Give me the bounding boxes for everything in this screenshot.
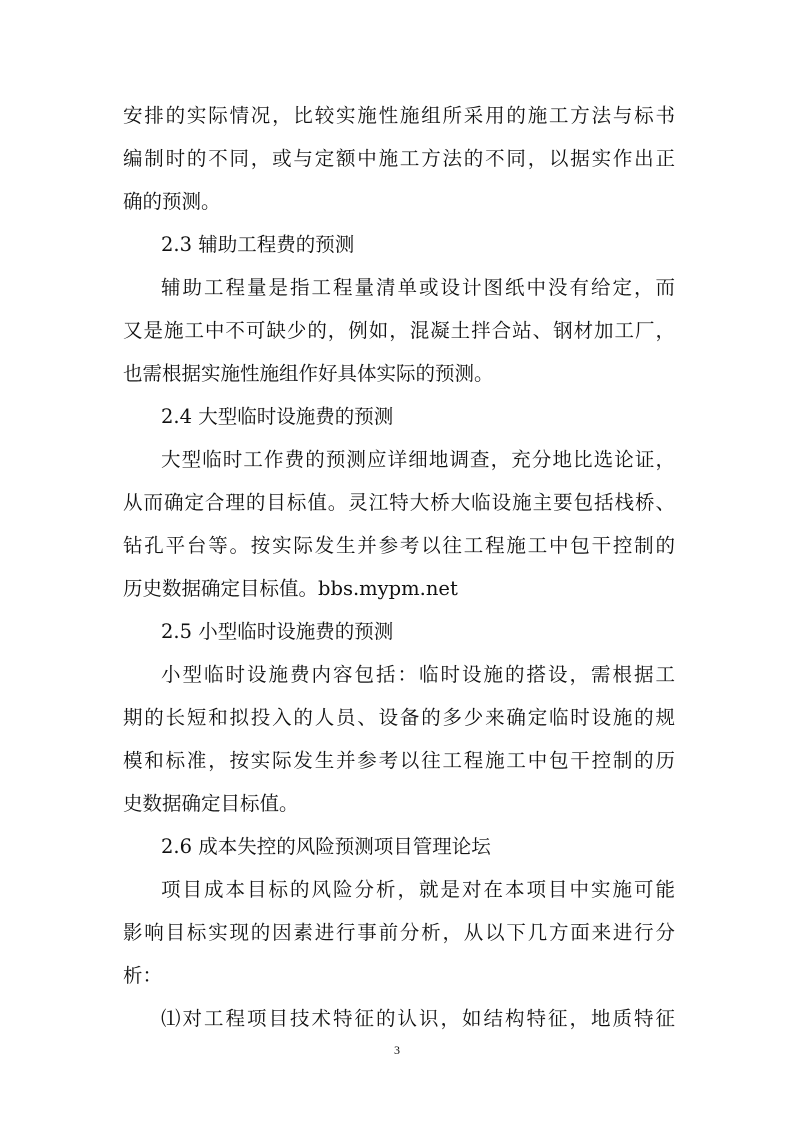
body-text-line: 确的预测。 [123,190,221,213]
body-text-line: 辅助工程量是指工程量清单或设计图纸中没有给定，而 [161,276,675,299]
page-number: 3 [394,1043,400,1057]
body-text-line: 安排的实际情况，比较实施性施组所采用的施工方法与标书 [123,104,675,127]
section-heading-2-3: 2.3 辅助工程费的预测 [161,233,355,256]
body-text-line: 项目成本目标的风险分析，就是对在本项目中实施可能 [161,878,675,901]
body-text-line: 影响目标实现的因素进行事前分析，从以下几方面来进行分 [123,921,675,944]
body-text-line: 析： [123,964,163,987]
body-text-line: 也需根据实施性施组作好具体实际的预测。 [123,362,494,385]
body-text-line: 钻孔平台等。按实际发生并参考以往工程施工中包干控制的 [123,534,675,557]
body-text-line: 历史数据确定目标值。bbs.mypm.net [123,577,458,600]
section-heading-2-5: 2.5 小型临时设施费的预测 [161,620,394,643]
body-text-line: 编制时的不同，或与定额中施工方法的不同，以据实作出正 [123,147,675,170]
body-text-line: 史数据确定目标值。 [123,792,299,815]
body-text-line: 又是施工中不可缺少的，例如，混凝土拌合站、钢材加工厂， [123,319,675,342]
body-text-line: 从而确定合理的目标值。灵江特大桥大临设施主要包括栈桥、 [123,491,675,514]
body-text-line: 模和标准，按实际发生并参考以往工程施工中包干控制的历 [123,749,675,772]
body-text-line: ⑴对工程项目技术特征的认识，如结构特征，地质特征 [161,1007,675,1030]
body-text-line: 期的长短和拟投入的人员、设备的多少来确定临时设施的规 [123,706,675,729]
body-text-line: 大型临时工作费的预测应详细地调查，充分地比选论证， [161,448,675,471]
body-text-line: 小型临时设施费内容包括：临时设施的搭设，需根据工 [161,663,675,686]
section-heading-2-4: 2.4 大型临时设施费的预测 [161,405,394,428]
section-heading-2-6: 2.6 成本失控的风险预测项目管理论坛 [161,835,491,858]
